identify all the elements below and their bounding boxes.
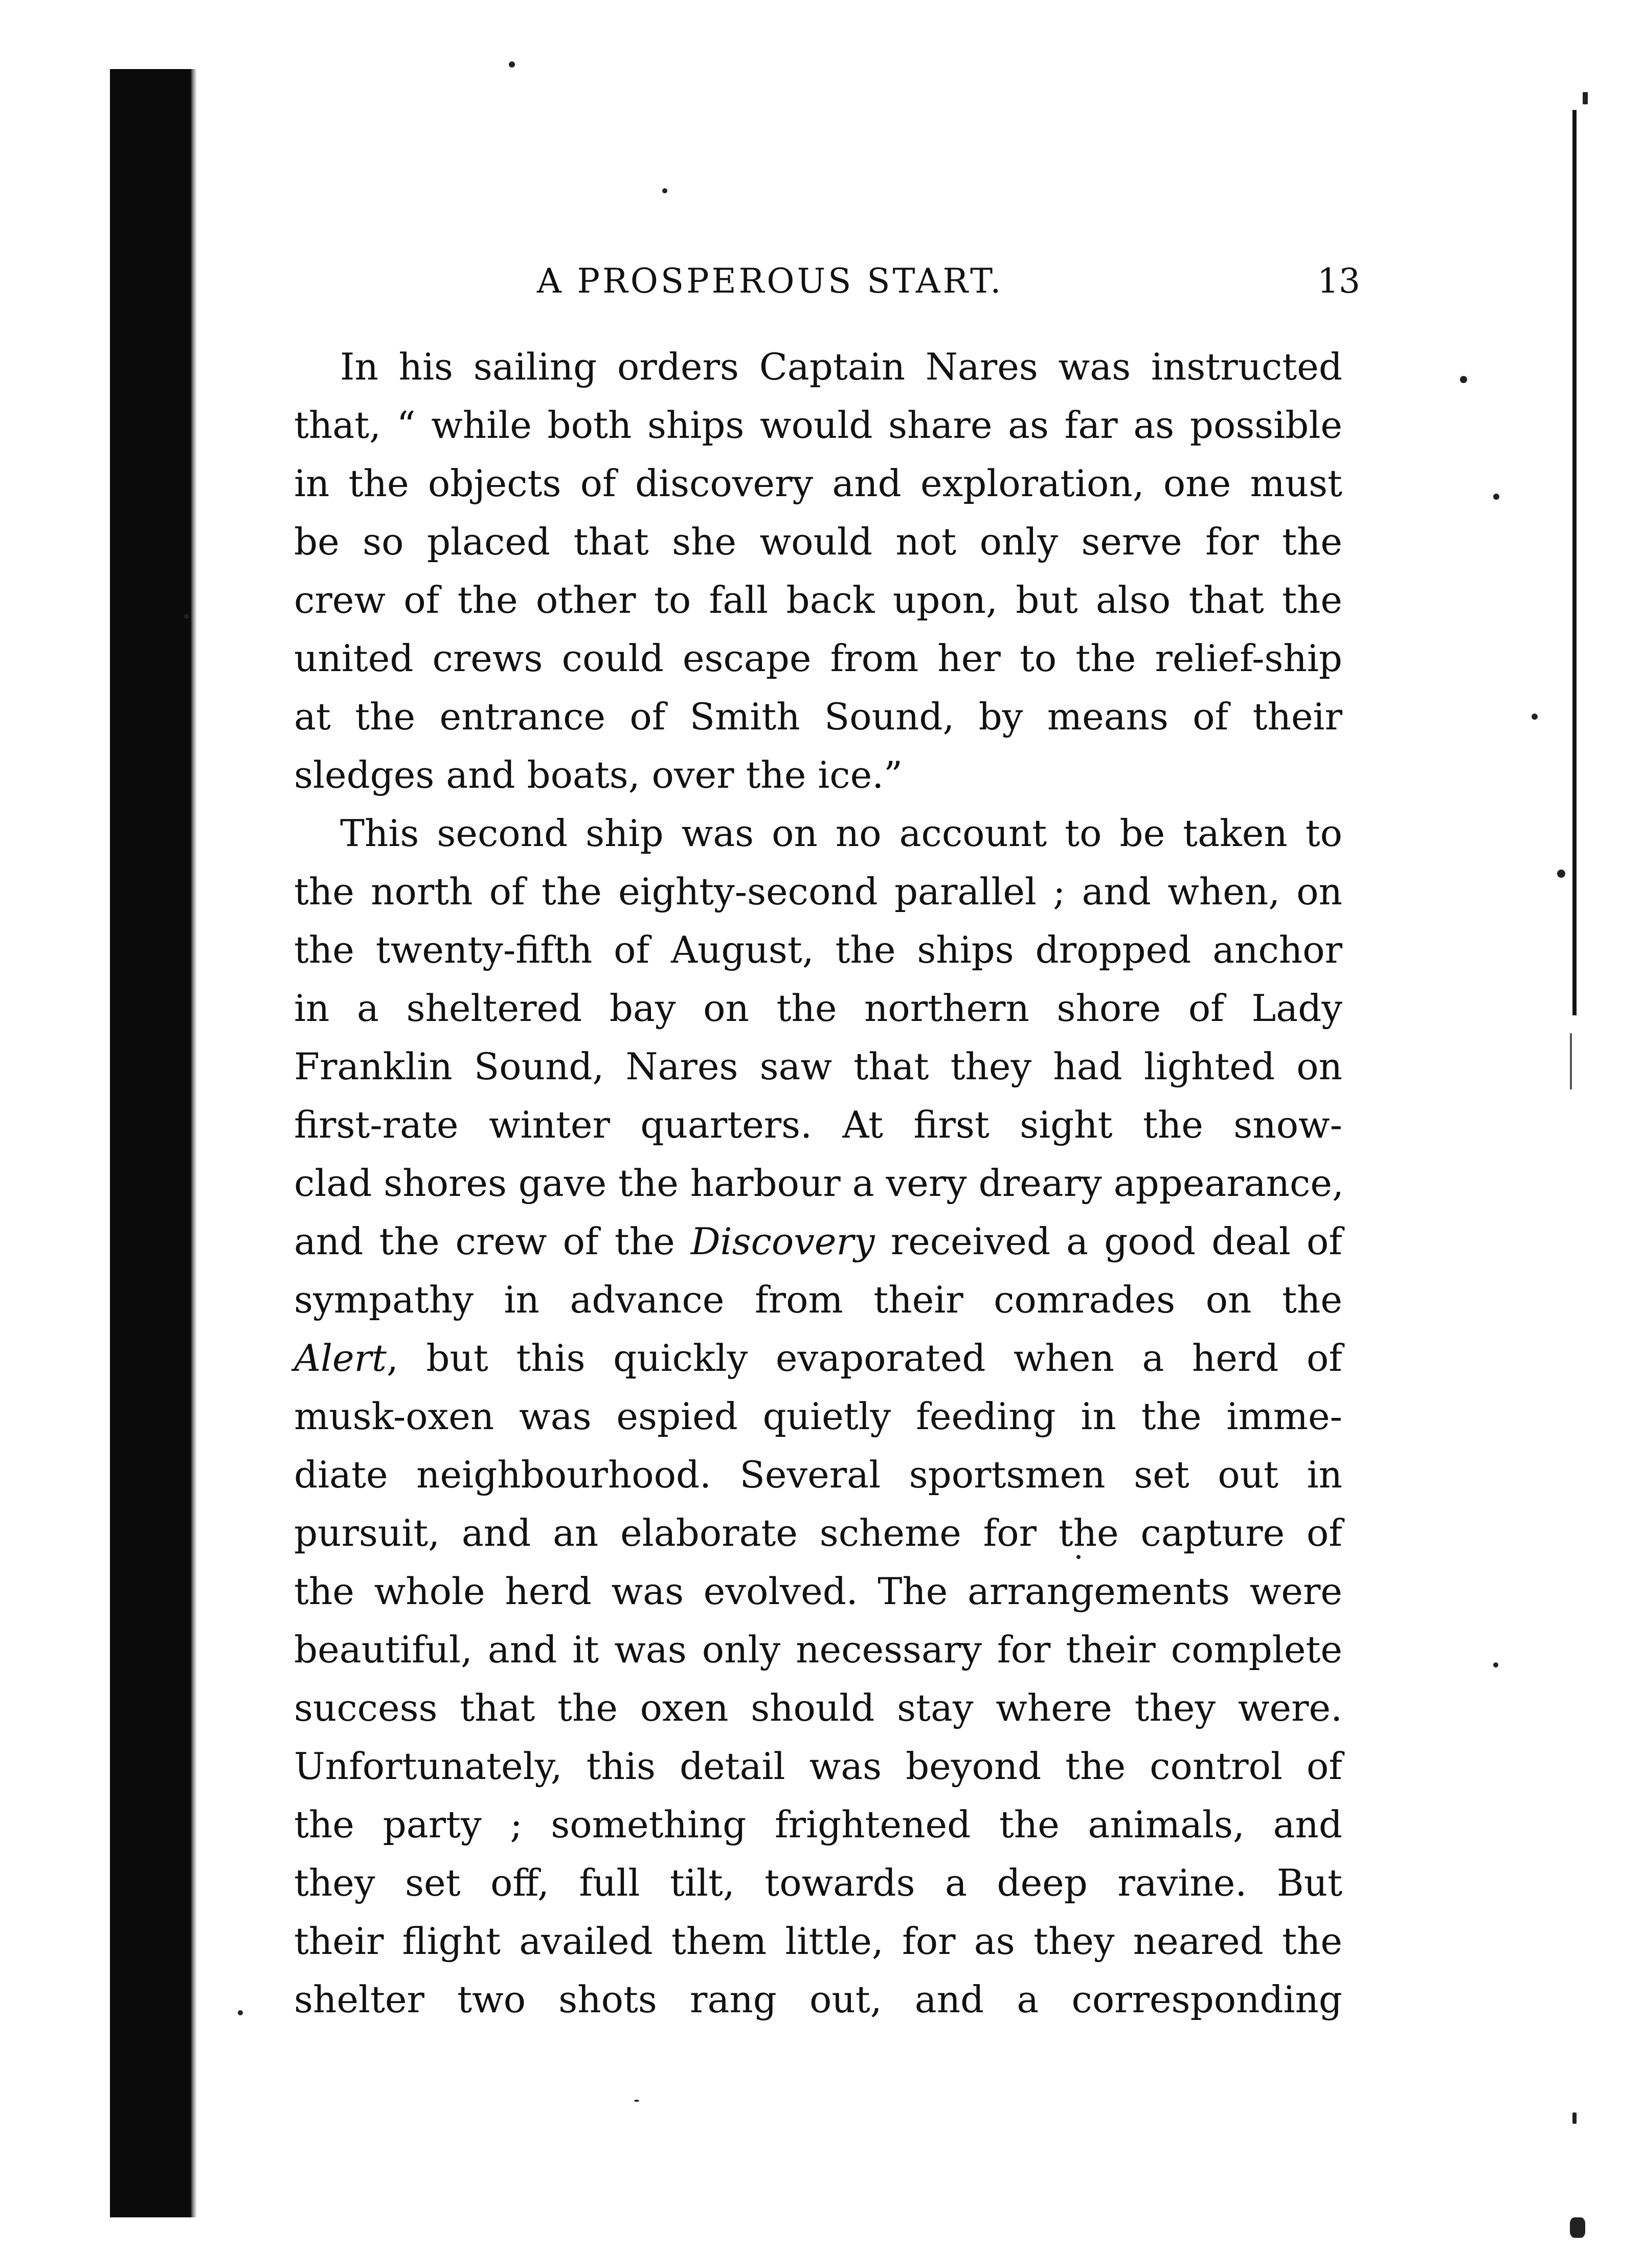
text-line: be so placed that she would not only serve for the	[294, 520, 1342, 563]
text-line: in the objects of discovery and exploration, one must	[294, 462, 1342, 505]
text-line: diate neighbourhood. Several sportsmen set out in	[294, 1453, 1342, 1496]
text-line: they set off, full tilt, towards a deep ravine. But	[294, 1861, 1342, 1904]
text-line: united crews could escape from her to the relief-ship	[294, 637, 1342, 680]
text-line: and the crew of the Discovery received a good deal of	[294, 1220, 1343, 1263]
body-text	[294, 338, 1342, 2029]
text-line: the north of the eighty-second parallel ; and when, on	[294, 870, 1342, 913]
page-edge-mark	[1570, 1033, 1572, 1089]
text-line: clad shores gave the harbour a very dreary appearance,	[294, 1162, 1344, 1205]
text-line: the whole herd was evolved. The arrangements were	[294, 1570, 1342, 1613]
text-line: crew of the other to fall back upon, but also that the	[294, 579, 1342, 621]
ship-name: Discovery	[690, 1220, 875, 1263]
running-header	[537, 258, 1360, 304]
text-line: at the entrance of Smith Sound, by means of their	[294, 695, 1342, 738]
ship-name: Alert	[294, 1337, 387, 1380]
page-number: 13	[1317, 261, 1360, 301]
text-line: first-rate winter quarters. At first sight the snow-	[294, 1103, 1342, 1146]
text-line: sledges and boats, over the ice.”	[294, 753, 903, 796]
page-edge-rule	[1572, 110, 1577, 1015]
text-line: shelter two shots rang out, and a corresponding	[294, 1978, 1342, 2021]
text-line: their flight availed them little, for as they neared the	[294, 1920, 1342, 1963]
chapter-running-title: A PROSPEROUS START.	[537, 261, 1004, 301]
text-line: This second ship was on no account to be taken to	[340, 812, 1342, 855]
text-line: success that the oxen should stay where they were.	[294, 1686, 1342, 1729]
text-line: In his sailing orders Captain Nares was instructed	[340, 345, 1342, 388]
text-line: musk-oxen was espied quietly feeding in the imme-	[294, 1395, 1342, 1438]
text-line: Alert, but this quickly evaporated when a herd of	[294, 1337, 1342, 1380]
text-line: Franklin Sound, Nares saw that they had lighted on	[294, 1045, 1342, 1088]
text-line: pursuit, and an elaborate scheme for the capture of	[294, 1511, 1342, 1554]
text-line: Unfortunately, this detail was beyond the control of	[294, 1745, 1342, 1788]
text-line: sympathy in advance from their comrades on the	[294, 1278, 1342, 1321]
text-line: the twenty-fifth of August, the ships dropped anchor	[294, 928, 1342, 971]
text-line: that, “ while both ships would share as far as possible	[294, 404, 1342, 447]
text-line: the party ; something frightened the animals, and	[294, 1803, 1342, 1846]
binding-shadow	[110, 69, 192, 2217]
text-line: beautiful, and it was only necessary for their complete	[294, 1628, 1342, 1671]
text-line: in a sheltered bay on the northern shore of Lady	[294, 987, 1342, 1030]
